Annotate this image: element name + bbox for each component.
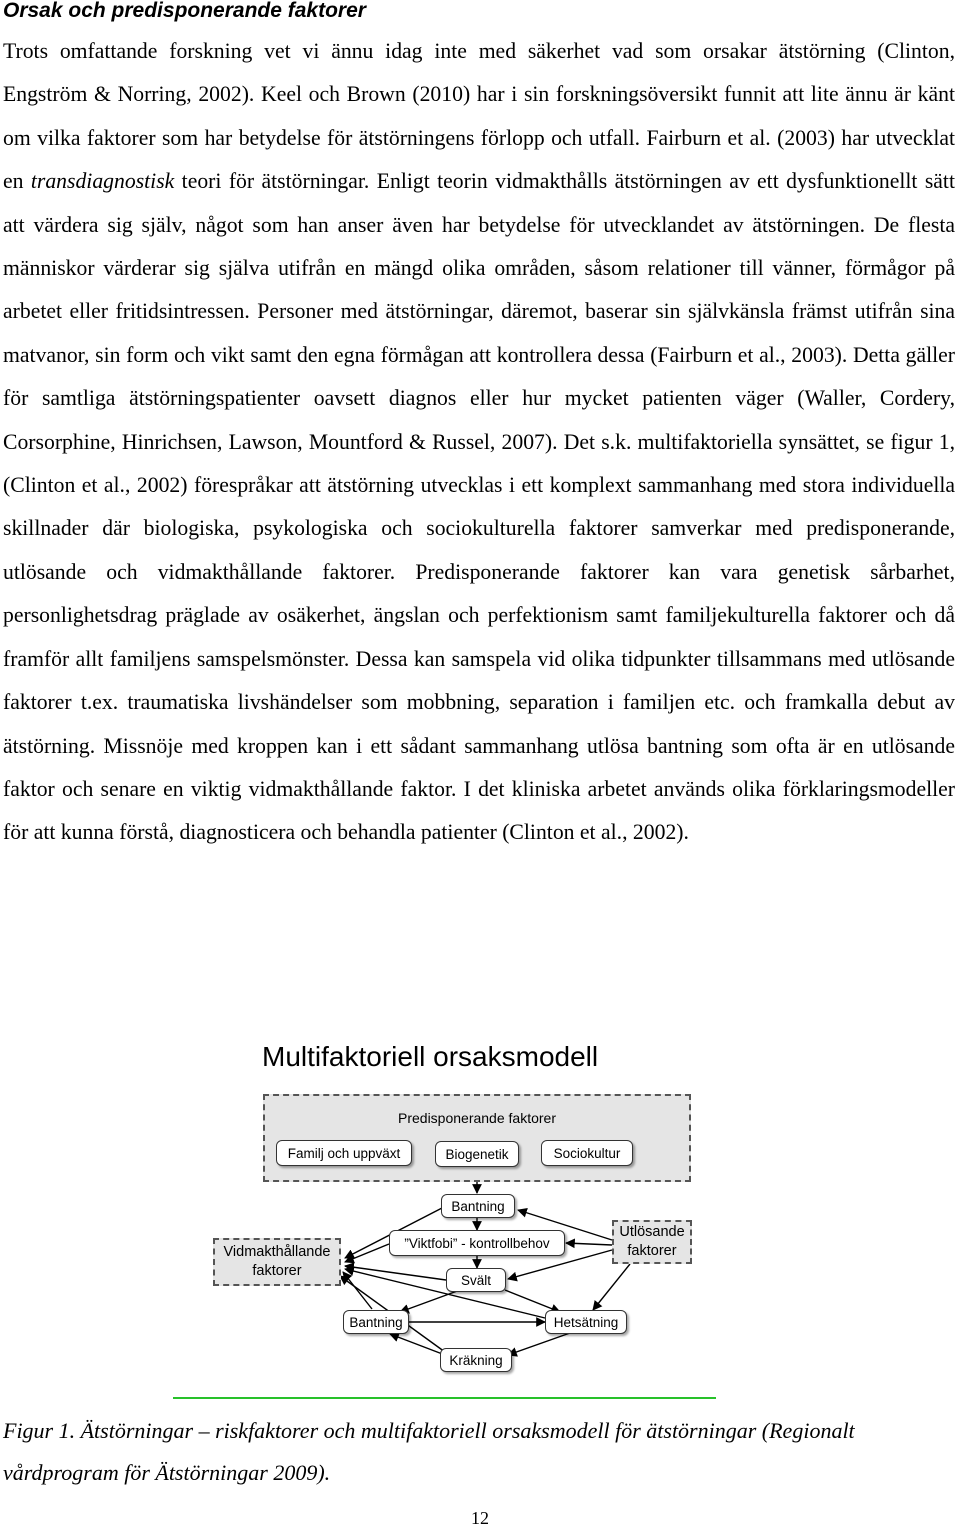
arrow-trigger-to-viktfobi <box>566 1243 612 1245</box>
node-familj-och-uppvaxt: Familj och uppväxt <box>276 1140 412 1166</box>
arrow-trigger-to-hetsatning <box>593 1264 630 1310</box>
arrow-svalt-to-hetsatning <box>505 1290 560 1312</box>
node-sociokultur: Sociokultur <box>541 1140 633 1166</box>
node-bantning-cycle: Bantning <box>343 1310 409 1334</box>
predisposing-factors-group <box>263 1094 691 1182</box>
maintaining-factors-box: Vidmakthållande faktorer <box>213 1238 341 1286</box>
figure-caption: Figur 1. Ätstörningar – riskfaktorer och multifaktoriell orsaksmodell för ätstörningar (Regionalt vårdprogram för Ätstörningar 2009). <box>3 1418 855 1485</box>
node-hetsatning: Hetsätning <box>545 1310 627 1334</box>
paragraph-text-part1: Trots omfattande forskning vet vi ännu idag inte med säkerhet vad som orsakar ätstörning (Clinton, Engström & Norring, 2002). Keel och Brown (2010) har i sin forskningsöversikt funnit att lite ännu är känt om vilka faktorer som har betydelse för ätstörningens förlopp och utfall. Fairburn et al. (2003) har utvecklat en <box>3 39 955 194</box>
page-number: 12 <box>471 1508 489 1528</box>
arrow-krakning-to-cycle-bantning <box>390 1334 445 1355</box>
section-heading: Orsak och predisponerande faktorer <box>3 0 366 22</box>
figure-title: Multifaktoriell orsaksmodell <box>262 1041 599 1072</box>
node-biogenetik: Biogenetik <box>435 1141 519 1167</box>
paragraph-text-part2: teori för ätstörningar. Enligt teorin vidmakthålls ätstörningen av ett dysfunktionellt sätt att värdera sig själv, något som han anser även har betydelse för utvecklandet av ätstörningen. De flesta människor värderar sig själva utifrån en mängd olika områden, såsom relationer till vänner, förmågor på arbetet eller fritidsintressen. Personer med ätstörningar, däremot, baserar sin självkänsla främst utifrån sina matvanor, sin form och vikt samt den egna förmågan att kontrollera dessa (Fairburn et al., 2003). Detta gäller för samtliga ätstörningspatienter oavsett diagnos eller hur mycket patienten väger (Waller, Cordery, Corsorphine, Hinrichsen, Lawson, Mountford & Russel, 2007). Det s.k. multifaktoriella synsättet, se figur 1, (Clinton et al., 2002) förespråkar att ätstörning utvecklas i ett komplext sammanhang med stora individuella skillnader där biologiska, psykologiska och sociokulturella faktorer samverkar med predisponerande, utlösande och vidmakthållande faktorer. Predisponerande faktorer kan vara genetisk sårbarhet, personlighetsdrag präglade av osäkerhet, ängslan och perfektionism samt familjekulturella faktorer och då framför allt familjens samspelsmönster. Dessa kan samspela vid olika tidpunkter tillsammans med utlösande faktorer t.ex. traumatiska livshändelser som mobbning, separation i familjen etc. och framkalla debut av ätstörning. Missnöje med kroppen kan i ett sådant sammanhang utlösa bantning som ofta är en utlösande faktor och senare en viktig vidmakthållande faktor. I det kliniska arbetet används olika förklaringsmodeller för att kunna förstå, diagnosticera och behandla patienter (Clinton et al., 2002). <box>3 169 955 845</box>
triggering-factors-box: Utlösande faktorer <box>612 1220 692 1264</box>
node-svalt: Svält <box>446 1268 506 1292</box>
node-bantning-top: Bantning <box>441 1194 515 1218</box>
arrow-cycle-bantning-to-maintaining <box>343 1272 372 1309</box>
arrow-hetsatning-to-krakning <box>508 1333 570 1355</box>
arrow-svalt-to-cycle-bantning <box>400 1290 460 1312</box>
predisposing-factors-label: Predisponerande faktorer <box>398 1110 556 1126</box>
node-viktfobi-kontrollbehov: ”Viktfobi” - kontrollbehov <box>389 1230 565 1256</box>
node-krakning: Kräkning <box>440 1348 512 1372</box>
figure-divider-line <box>173 1397 716 1399</box>
paragraph-italic-term: transdiagnostisk <box>30 169 175 194</box>
